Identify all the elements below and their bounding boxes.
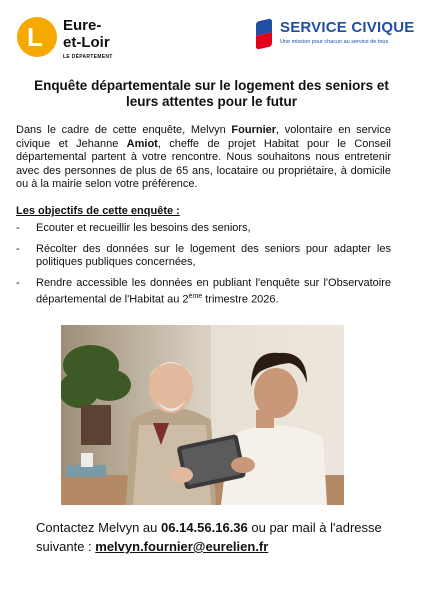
objective-text: Rendre accessible les données en publiant l'enquête sur l'Observatoire départemental de l'Habitat au 2 (36, 276, 391, 307)
objective-text: Récolter des données sur le logement des seniors pour adapter les politiques publiques concernées, (36, 242, 391, 269)
objectives-heading: Les objectifs de cette enquête : (16, 205, 180, 217)
contact-text-1: Contactez Melvyn au (36, 520, 162, 535)
departement-logo-icon: L (17, 17, 57, 57)
intro-text-3: , cheffe de projet Habitat pour le Conseil départemental partent à votre rencontre. Nous souhaitons nous entretenir avec des personnes de plus de 65 ans, locataire ou propriétaire, à domicile ou à la mairie selon votre préférence. (16, 137, 391, 191)
title-line-1: Enquête départementale sur le logement des seniors et (34, 78, 389, 93)
email-link[interactable]: melvyn.fournier@eurelien.fr (95, 539, 269, 554)
ordinal-superscript: ème (188, 293, 203, 301)
service-civique-logo (254, 20, 414, 50)
logo-line-1: Eure- (63, 17, 102, 34)
list-item (16, 277, 391, 308)
objectives-list (16, 222, 391, 315)
intro-text-1: Dans le cadre de cette enquête, Melvyn (16, 124, 232, 136)
list-item (16, 222, 391, 236)
project-lead-name: Amiot (126, 137, 158, 150)
eure-et-loir-logo (17, 17, 113, 60)
contact-text-2: ou par mail à l'adresse suivante : (36, 520, 382, 554)
list-item (16, 243, 391, 270)
volunteer-name: Fournier (231, 124, 277, 136)
list-dash: - (16, 276, 20, 289)
departement-logo-text (63, 17, 113, 60)
intro-paragraph (16, 124, 391, 192)
title-line-2: leurs attentes pour le futur (125, 94, 298, 109)
photo-senior-and-volunteer (61, 325, 344, 505)
list-dash: - (16, 242, 20, 255)
logo-line-2: et-Loir (63, 34, 110, 51)
objective-text-tail: trimestre 2026. (202, 294, 279, 307)
header (0, 0, 423, 70)
page-title (10, 78, 413, 110)
service-civique-subtitle: Une mission pour chacun au service de tous (280, 39, 389, 45)
service-civique-title: SERVICE CIVIQUE (280, 19, 415, 36)
logo-line-3: LE DÉPARTEMENT (63, 54, 113, 60)
objective-text: Ecouter et recueillir les besoins des seniors, (36, 222, 251, 234)
service-civique-mark-icon (254, 20, 274, 50)
intro-text-2: , volontaire en service civique et Jehanne (16, 124, 391, 150)
list-dash: - (16, 222, 20, 234)
phone-number[interactable]: 06.14.56.16.36 (161, 520, 248, 535)
contact-info (36, 518, 396, 556)
